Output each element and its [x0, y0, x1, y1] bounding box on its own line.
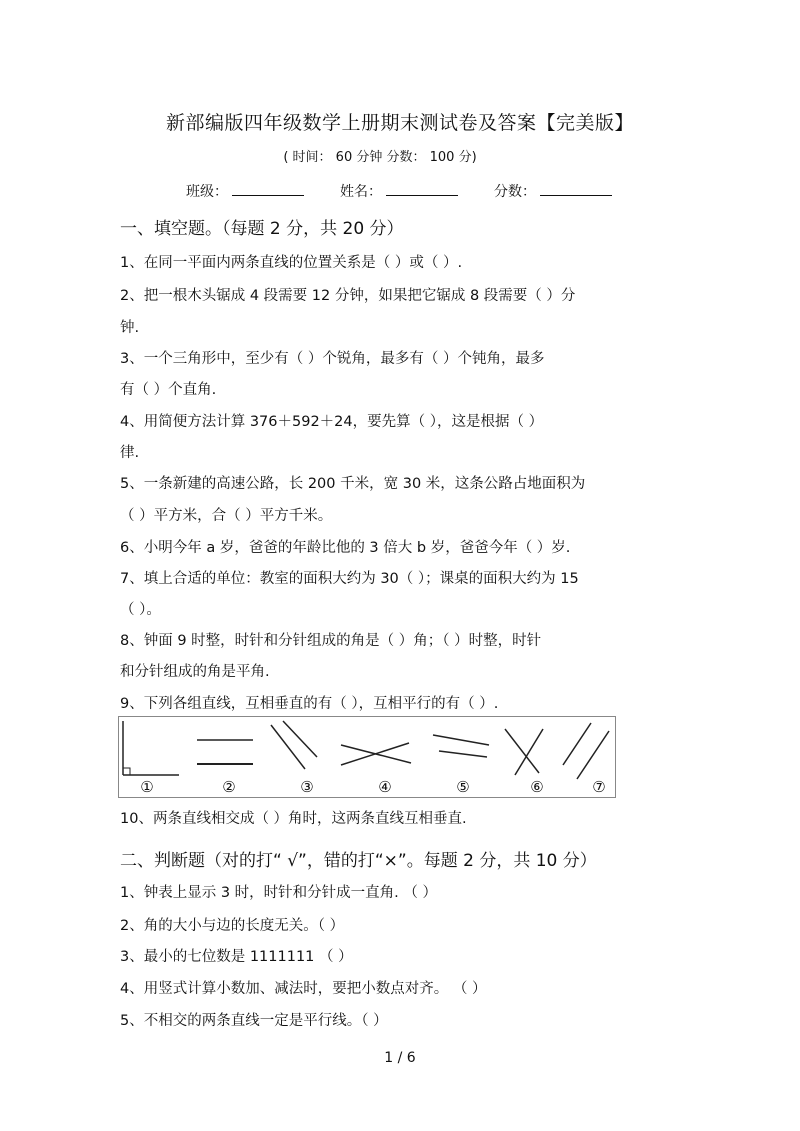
question-line: （ ）平方米，合（ ）平方千米。	[120, 508, 333, 524]
pair3-line-a	[271, 725, 305, 769]
exam-subtitle: ( 时间： 60 分钟 分数： 100 分)	[283, 150, 477, 165]
question-line: 5、不相交的两条直线一定是平行线。（ ）	[120, 1013, 388, 1029]
pair7-line-a	[563, 723, 591, 765]
pair6-line-b	[515, 729, 543, 775]
question-line: 1、在同一平面内两条直线的位置关系是（ ）或（ ）.	[120, 255, 463, 271]
question-line: 2、角的大小与边的长度无关。（ ）	[120, 918, 345, 934]
pair5-line-b	[439, 751, 487, 757]
question-line: 和分针组成的角是平角.	[120, 664, 270, 680]
page-title: 新部编版四年级数学上册期末测试卷及答案【完美版】	[165, 112, 634, 134]
question-line: 有（ ）个直角.	[120, 382, 217, 398]
pair3-line-b	[283, 721, 317, 757]
question-line: 9、下列各组直线，互相垂直的有（ ），互相平行的有（ ）.	[120, 696, 499, 712]
figure-label-1: ①	[140, 778, 154, 796]
question-line: 4、用简便方法计算 376＋592＋24，要先算（ ），这是根据（ ）	[120, 414, 544, 430]
question-line: 3、一个三角形中，至少有（ ）个锐角，最多有（ ）个钝角，最多	[120, 351, 545, 367]
figure-label-3: ③	[300, 778, 314, 796]
question-line: 钟.	[120, 320, 140, 336]
pair4-line-b	[341, 743, 409, 765]
question-line: 2、把一根木头锯成 4 段需要 12 分钟，如果把它锯成 8 段需要（ ）分	[120, 288, 576, 304]
class-blank	[232, 181, 304, 196]
class-field	[186, 181, 304, 201]
score-blank	[540, 181, 612, 196]
section2-heading: 二、判断题（对的打“ √”，错的打“×”。每题 2 分，共 10 分）	[120, 851, 597, 871]
page-number: 1 / 6	[384, 1050, 416, 1066]
name-blank	[386, 181, 458, 196]
name-field	[340, 181, 458, 201]
pair6-line-a	[505, 729, 539, 773]
figure-label-2: ②	[222, 778, 236, 796]
figure-label-5: ⑤	[456, 778, 470, 796]
question-line: （ ）。	[120, 602, 161, 618]
pair7-line-b	[577, 731, 609, 779]
question-line: 6、小明今年 a 岁，爸爸的年龄比他的 3 倍大 b 岁，爸爸今年（ ）岁.	[120, 540, 571, 556]
figure-label-6: ⑥	[530, 778, 544, 796]
question-line: 10、两条直线相交成（ ）角时，这两条直线互相垂直.	[120, 811, 467, 827]
question-line: 律.	[120, 445, 140, 461]
question-line: 8、钟面 9 时整，时针和分针组成的角是（ ）角；（ ）时整，时针	[120, 633, 542, 649]
question-line: 3、最小的七位数是 1111111 （ ）	[120, 949, 353, 965]
right-angle-mark	[123, 768, 130, 775]
question-line: 7、填上合适的单位：教室的面积大约为 30（ ）；课桌的面积大约为 15	[120, 571, 579, 587]
class-label: 班级：	[186, 184, 228, 200]
question-line: 1、钟表上显示 3 时，时针和分针成一直角. （ ）	[120, 885, 437, 901]
section1-heading: 一、填空题。（每题 2 分，共 20 分）	[120, 219, 404, 239]
line-pairs-figure	[118, 716, 616, 798]
line-pairs-drawing	[119, 717, 615, 797]
pair5-line-a	[433, 735, 489, 745]
question-line: 4、用竖式计算小数加、减法时，要把小数点对齐。 （ ）	[120, 981, 487, 997]
question-line: 5、一条新建的高速公路，长 200 千米，宽 30 米，这条公路占地面积为	[120, 476, 586, 492]
score-label: 分数：	[494, 184, 536, 200]
figure-label-4: ④	[378, 778, 392, 796]
figure-label-7: ⑦	[592, 778, 606, 796]
score-field	[494, 181, 612, 201]
name-label: 姓名：	[340, 184, 382, 200]
